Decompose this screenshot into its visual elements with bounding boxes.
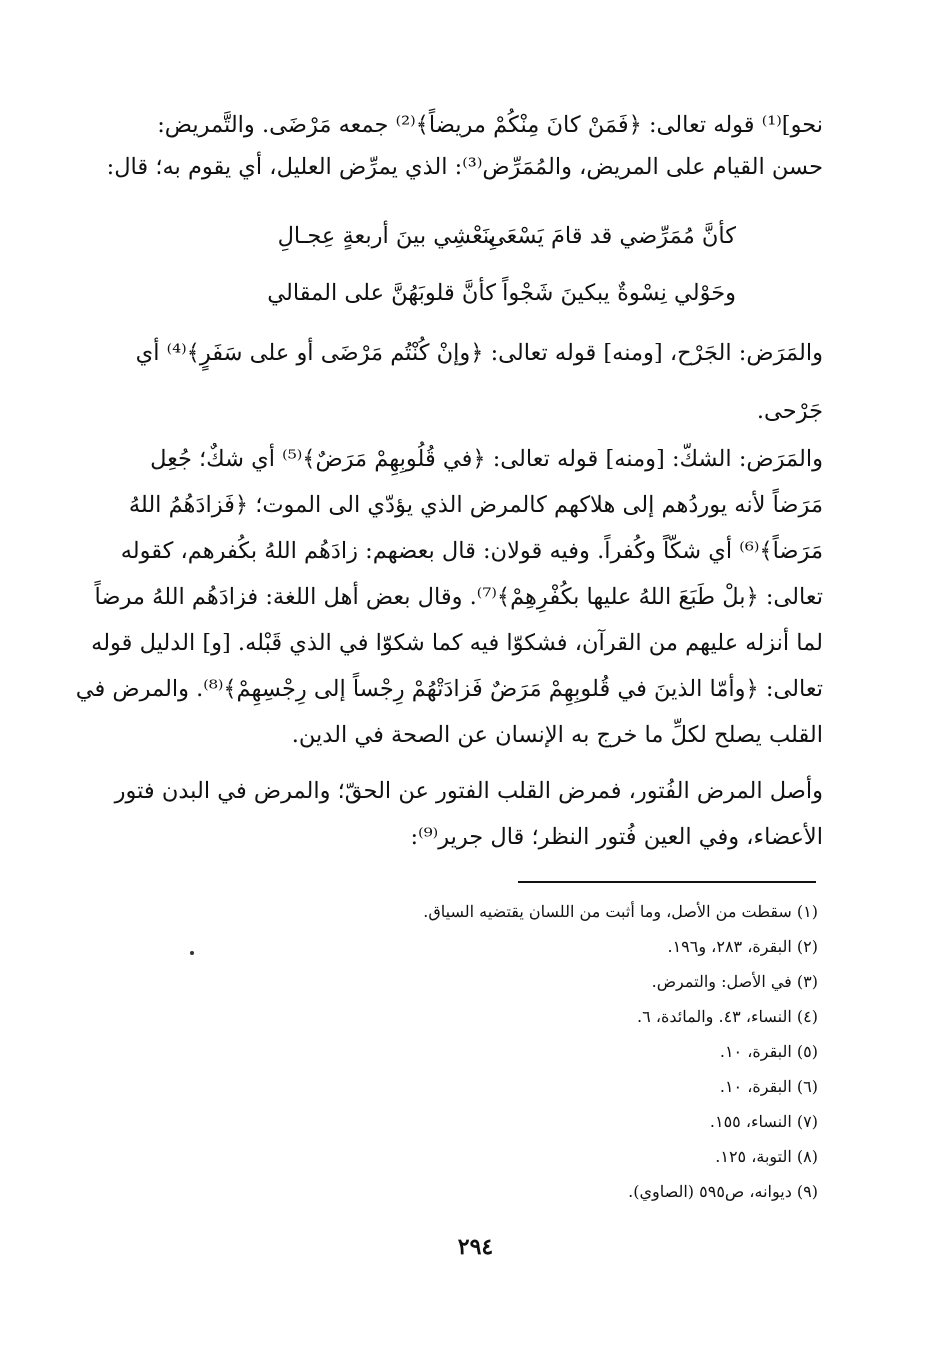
text-line: جَرْحى.: [756, 398, 823, 424]
scan-speck: [190, 951, 194, 955]
text-line: مَرَضاً﴾⁽⁶⁾ أي شكّاً وكُفراً. وفيه قولان: قال بعضهم: زادَهُم اللهُ بكُفرهم، كقوله: [120, 538, 823, 564]
text-line: تعالى: ﴿وأمّا الذينَ في قُلوبِهِمْ مَرَضٌ فَزادَتْهُمْ رِجْساً إلى رِجْسِهِمْ﴾⁽⁸⁾. والمرض في: [75, 676, 823, 702]
text-line: والمَرَض: الجَرْح، [ومنه] قوله تعالى: ﴿وإنْ كُنْتُم مَرْضَى أو على سَفَرٍ﴾⁽⁴⁾ أي: [135, 340, 823, 366]
paragraph-3: [75, 446, 823, 756]
text-line: نحو]⁽¹⁾ قوله تعالى: ﴿فَمَنْ كانَ مِنْكُمْ مريضاً﴾⁽²⁾ جمعه مَرْضَى. والتَّمريض:: [157, 112, 823, 138]
text-line: تعالى: ﴿بلْ طَبَعَ اللهُ عليها بكُفْرِهِمْ﴾⁽⁷⁾. وقال بعض أهل اللغة: فزادَهُم اللهُ مرضاً: [94, 584, 823, 610]
footnote-8: (٨) التوبة، ١٢٥.: [715, 1147, 818, 1166]
footnote-7: (٧) النساء، ١٥٥.: [709, 1112, 818, 1131]
paragraph-1: [88, 112, 823, 192]
verse-1-left-hemistich: بِنَعْشِي بينَ أربعةٍ عِجـالِ: [277, 223, 496, 249]
footnote-1: (١) سقطت من الأصل، وما أثبت من اللسان يقتضيه السياق.: [423, 902, 818, 921]
text-line: الأعضاء، وفي العين فُتور النظر؛ قال جرير⁽⁹⁾:: [410, 824, 823, 850]
text-line: مَرَضاً لأنه يوردُهم إلى هلاكهم كالمرض الذي يؤدّي الى الموت؛ ﴿فَزادَهُمُ اللهُ: [128, 492, 823, 518]
text-line: وأصل المرض الفُتور، فمرض القلب الفتور عن الحقّ؛ والمرض في البدن فتور: [114, 778, 823, 804]
footnote-6: (٦) البقرة، ١٠.: [719, 1077, 818, 1096]
footnote-9: (٩) ديوانه، ص٥٩٥ (الصاوي).: [628, 1182, 818, 1201]
paragraph-4: [88, 778, 823, 858]
text-line: حسن القيام على المريض، والمُمَرِّض⁽³⁾: الذي يمرِّض العليل، أي يقوم به؛ قال:: [106, 154, 823, 180]
verse-1-right-hemistich: كأنَّ مُمَرِّضي قد قامَ يَسْعَى: [487, 223, 736, 249]
footnote-3: (٣) في الأصل: والتمرض.: [651, 972, 818, 991]
footnote-separator: [518, 881, 816, 883]
text-line: القلب يصلح لكلِّ ما خرج به الإنسان عن الصحة في الدين.: [291, 722, 823, 748]
paragraph-2: [88, 340, 823, 424]
text-line: والمَرَض: الشكّ: [ومنه] قوله تعالى: ﴿في قُلُوبِهِمْ مَرَضٌ﴾⁽⁵⁾ أي شكٌ؛ جُعِل: [150, 446, 823, 472]
verse-2-right-hemistich: وحَوْلي نِسْوةٌ يبكينَ شَجْواً: [502, 280, 736, 306]
verse-2-left-hemistich: كأنَّ قلوبَهُنَّ على المقالي: [267, 280, 496, 306]
footnote-5: (٥) البقرة، ١٠.: [719, 1042, 818, 1061]
footnote-2: (٢) البقرة، ٢٨٣، و١٩٦.: [667, 937, 818, 956]
text-line: لما أنزله عليهم من القرآن، فشكوّا فيه كما شكوّا في الذي قَبْله. [و] الدليل قوله: [91, 630, 823, 656]
page-number: ٢٩٤: [457, 1234, 494, 1260]
footnote-4: (٤) النساء، ٤٣. والمائدة، ٦.: [637, 1007, 818, 1026]
